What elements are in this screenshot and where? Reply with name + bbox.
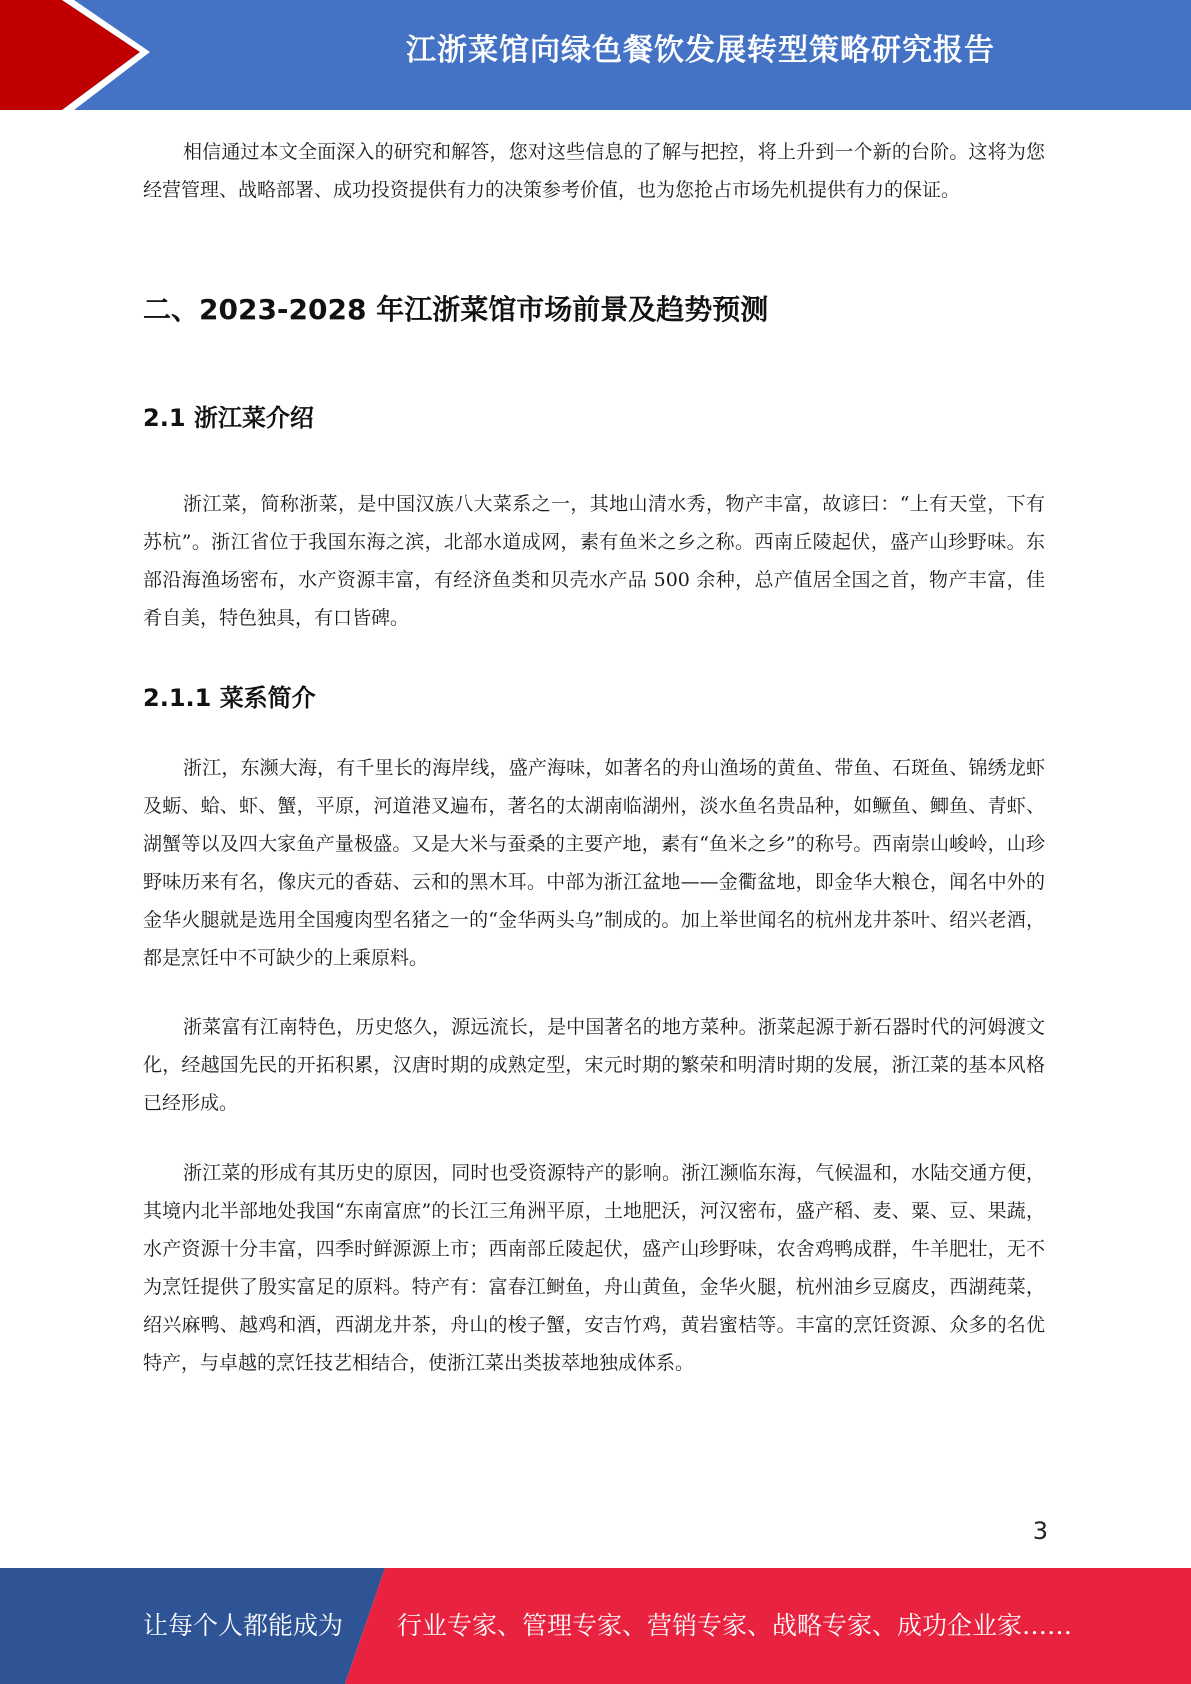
header-arrow-decoration <box>0 0 160 110</box>
subsection-2-1-1-body-3 <box>143 1154 1045 1382</box>
section-heading: 二、2023-2028 年江浙菜馆市场前景及趋势预测 <box>143 293 769 326</box>
intro-paragraph: 相信通过本文全面深入的研究和解答，您对这些信息的了解与把控，将上升到一个新的台阶。这将为您经营管理、战略部署、成功投资提供有力的决策参考价值，也为您抢占市场先机提供有力的保证。 <box>143 141 1045 201</box>
subsection-2-1-1-body-1 <box>143 749 1045 977</box>
subsection-heading-2-1: 2.1 浙江菜介绍 <box>143 404 314 432</box>
paragraph: 浙江菜的形成有其历史的原因，同时也受资源特产的影响。浙江濒临东海，气候温和，水陆交通方便，其境内北半部地处我国“东南富庶”的长江三角洲平原，土地肥沃，河汉密布，盛产稻、麦、粟、豆、果蔬，水产资源十分丰富，四季时鲜源源上市；西南部丘陵起伏，盛产山珍野味，农舍鸡鸭成群，牛羊肥壮，无不为烹饪提供了殷实富足的原料。特产有：富春江鲥鱼，舟山黄鱼，金华火腿，杭州油乡豆腐皮，西湖莼菜，绍兴麻鸭、越鸡和酒，西湖龙井茶，舟山的梭子蟹，安吉竹鸡，黄岩蜜桔等。丰富的烹饪资源、众多的名优特产，与卓越的烹饪技艺相结合，使浙江菜出类拔萃地独成体系。 <box>143 1162 1045 1374</box>
document-title: 江浙菜馆向绿色餐饮发展转型策略研究报告 <box>406 33 995 68</box>
paragraph: 浙江菜，简称浙菜，是中国汉族八大菜系之一，其地山清水秀，物产丰富，故谚曰：“上有天堂，下有苏杭”。浙江省位于我国东海之滨，北部水道成网，素有鱼米之乡之称。西南丘陵起伏，盛产山珍野味。东部沿海渔场密布，水产资源丰富，有经济鱼类和贝壳水产品 500 余种，总产值居全国之首，物产丰富，佳肴自美，特色独具，有口皆碑。 <box>143 493 1045 629</box>
paragraph: 浙菜富有江南特色，历史悠久，源远流长，是中国著名的地方菜种。浙菜起源于新石器时代的河姆渡文化，经越国先民的开拓积累，汉唐时期的成熟定型，宋元时期的繁荣和明清时期的发展，浙江菜的基本风格已经形成。 <box>143 1016 1045 1114</box>
subsection-2-1-body <box>143 485 1045 637</box>
footer-slogan-left: 让每个人都能成为 <box>143 1611 344 1640</box>
intro-section <box>143 133 1045 209</box>
paragraph: 浙江，东濒大海，有千里长的海岸线，盛产海味，如著名的舟山渔场的黄鱼、带鱼、石斑鱼、锦绣龙虾及蛎、蛤、虾、蟹，平原，河道港叉遍布，著名的太湖南临湖州，淡水鱼名贵品种，如鳜鱼、鲫鱼、青虾、湖蟹等以及四大家鱼产量极盛。又是大米与蚕桑的主要产地，素有“鱼米之乡”的称号。西南崇山峻岭，山珍野味历来有名，像庆元的香菇、云和的黑木耳。中部为浙江盆地——金衢盆地，即金华大粮仓，闻名中外的金华火腿就是选用全国瘦肉型名猪之一的“金华两头乌”制成的。加上举世闻名的杭州龙井茶叶、绍兴老酒，都是烹饪中不可缺少的上乘原料。 <box>143 757 1045 969</box>
page-number: 3 <box>1032 1517 1048 1545</box>
subsection-heading-2-1-1: 2.1.1 菜系简介 <box>143 684 316 712</box>
footer-slogan-right: 行业专家、管理专家、营销专家、战略专家、成功企业家…… <box>397 1611 1073 1640</box>
subsection-2-1-1-body-2 <box>143 1008 1045 1122</box>
page-header <box>0 0 1191 110</box>
page-footer <box>0 1568 1191 1684</box>
